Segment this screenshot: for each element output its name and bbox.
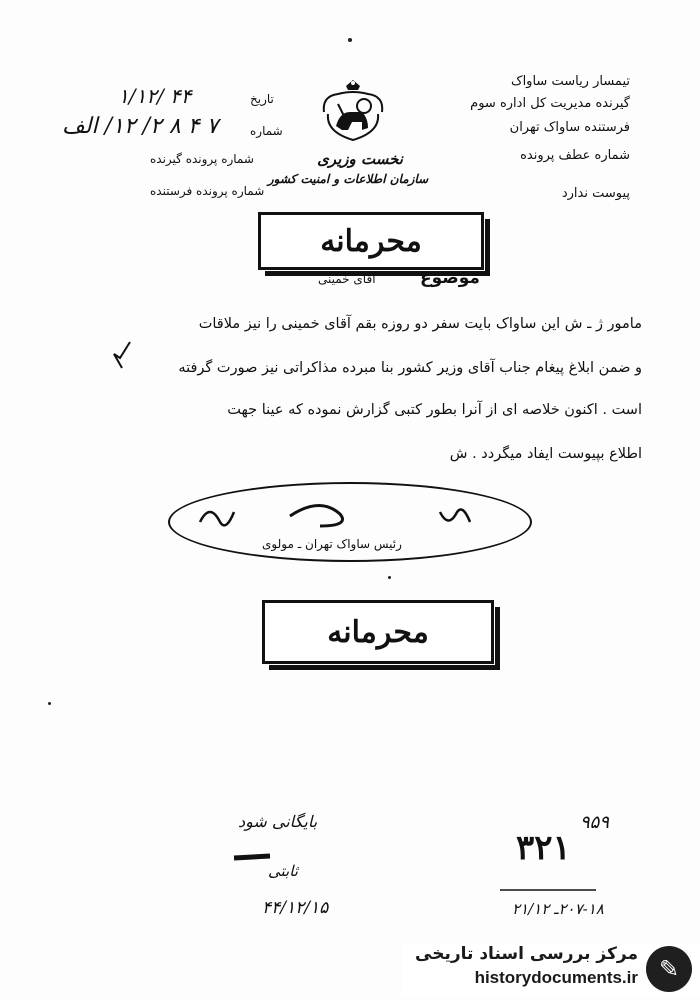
- archive-logo-icon: ✎: [646, 946, 692, 992]
- reference-number: ۲۰۷-۱۸ـ ۲۱/۱۲: [512, 900, 604, 918]
- subject-value: آقای خمینی: [318, 272, 376, 286]
- arrow-mark-icon: [110, 340, 134, 370]
- header-sender: فرستنده ساواک تهران: [509, 120, 630, 135]
- archive-note: بایگانی شود: [238, 812, 318, 831]
- ink-speck: [388, 576, 391, 579]
- org-line-2: سازمان اطلاعات و امنیت کشور: [267, 172, 429, 186]
- date-note: ۴۴/۱۲/۱۵: [262, 898, 329, 918]
- ink-speck: [348, 38, 352, 42]
- sender-file-label: شماره پرونده فرستنده: [150, 184, 265, 198]
- signature-scribble: [190, 492, 490, 540]
- header-addressee: تیمسار ریاست ساواک: [510, 74, 630, 89]
- watermark-site-name: مرکز بررسی اسناد تاریخی: [415, 944, 638, 964]
- date-value: ۱/۱۲/ ۴۴: [118, 84, 192, 108]
- registration-number: ۳۲۱: [516, 828, 571, 868]
- number-value: ۷ ۴ ۸ ۲/ ۱۲/ الف: [62, 114, 219, 139]
- subject-label: موضوع: [420, 268, 480, 288]
- classification-stamp-bottom: محرمانه: [262, 600, 494, 664]
- org-line-1: نخست وزیری: [317, 150, 403, 168]
- classification-stamp-top: محرمانه: [258, 212, 484, 270]
- sabeti-note: ثابتی: [268, 862, 298, 880]
- number-label: شماره: [250, 124, 283, 138]
- underline-rule: [500, 886, 596, 894]
- ink-speck: [48, 702, 51, 705]
- header-ref-file: شماره عطف پرونده: [520, 148, 630, 163]
- recipient-file-label: شماره پرونده گیرنده: [150, 152, 254, 166]
- registration-subnumber: ۹۵۹: [580, 812, 610, 833]
- lion-and-sun-emblem-icon: [318, 78, 388, 144]
- body-line-2: و ضمن ابلاغ پیغام جناب آقای وزیر کشور بنا مبرده مذاکراتی نیز صورت گرفته: [178, 360, 642, 376]
- header-attachment: پیوست ندارد: [561, 186, 630, 201]
- body-line-1: مامور ژ ـ ش این ساواک بایت سفر دو روزه بقم آقای خمینی را نیز ملاقات: [198, 316, 642, 332]
- signatory-title: رئیس ساواک تهران ـ مولوی: [262, 537, 402, 551]
- scribble-mark-icon: [232, 850, 272, 864]
- watermark-site-url: historydocuments.ir: [474, 968, 638, 987]
- date-label: تاریخ: [250, 92, 274, 106]
- body-line-4: اطلاع بپیوست ایفاد میگردد . ش: [449, 446, 642, 462]
- header-recipient: گیرنده مدیریت کل اداره سوم: [470, 96, 630, 111]
- body-line-3: است . اکنون خلاصه ای از آنرا بطور کتبی گزارش نموده که عینا جهت: [227, 402, 642, 418]
